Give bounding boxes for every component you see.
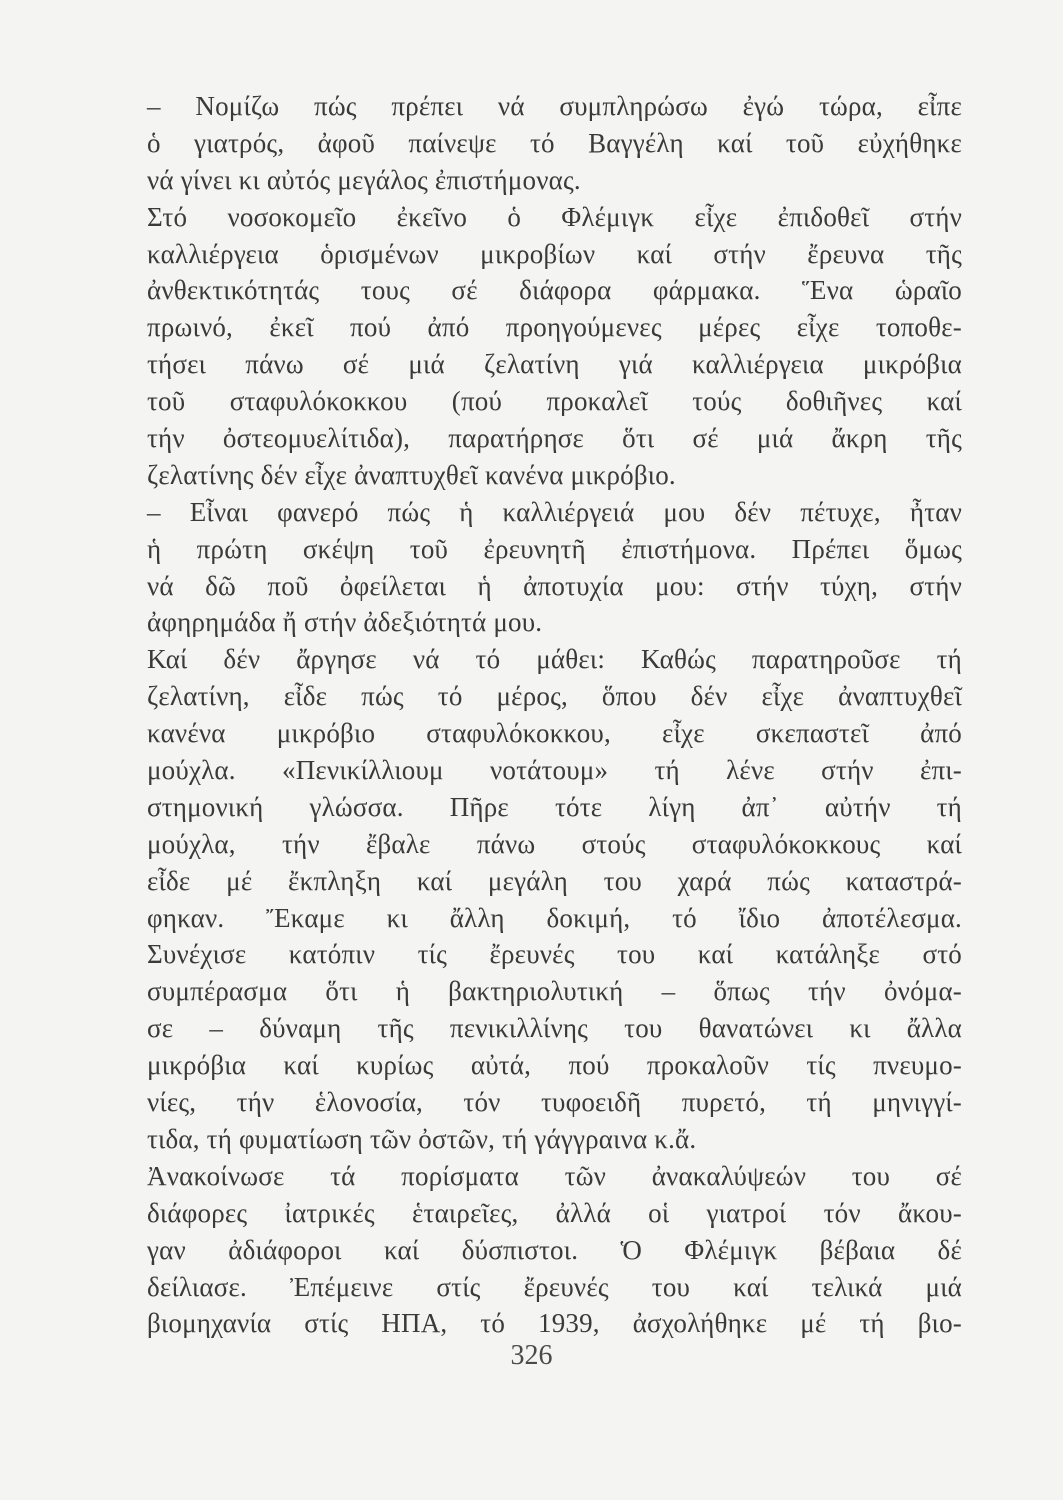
text-line: ἡ πρώτη σκέψη τοῦ ἐρευνητῆ ἐπιστήμονα. Πρέπει ὅμως [147,533,962,564]
text-line: τήν ὀστεομυελίτιδα), παρατήρησε ὅτι σέ μιά ἄκρη τῆς [147,423,962,454]
text-line: ἀφηρημάδα ἤ στήν ἀδεξιότητά μου. [147,607,543,638]
text-line: ζελατίνης δέν εἶχε ἀναπτυχθεῖ κανένα μικρόβιο. [147,459,676,490]
text-line: διάφορες ἰατρικές ἑταιρεῖες, ἀλλά οἱ γιατροί τόν ἄκου- [147,1197,962,1228]
text-line: τήσει πάνω σέ μιά ζελατίνη γιά καλλιέργεια μικρόβια [147,349,962,380]
text-line: νά δῶ ποῦ ὀφείλεται ἡ ἀποτυχία μου: στήν τύχη, στήν [147,570,962,601]
text-line: νίες, τήν ἑλονοσία, τόν τυφοειδῆ πυρετό, τή μηνιγγί- [147,1087,962,1118]
text-line: γαν ἀδιάφοροι καί δύσπιστοι. Ὁ Φλέμιγκ βέβαια δέ [147,1234,962,1265]
text-line: εἶδε μέ ἔκπληξη καί μεγάλη του χαρά πώς καταστρά- [147,865,962,896]
body-text [147,88,962,1342]
text-line: μούχλα, τήν ἔβαλε πάνω στούς σταφυλόκοκκους καί [147,828,962,859]
text-line: φηκαν. Ἔκαμε κι ἄλλη δοκιμή, τό ἴδιο ἀποτέλεσμα. [147,902,962,933]
text-line: συμπέρασμα ὅτι ἡ βακτηριολυτική – ὅπως τήν ὀνόμα- [147,976,962,1007]
text-line: Συνέχισε κατόπιν τίς ἔρευνές του καί κατάληξε στό [147,939,962,970]
text-line: Στό νοσοκομεῖο ἐκεῖνο ὁ Φλέμιγκ εἶχε ἐπιδοθεῖ στήν [147,201,962,232]
text-line: τιδα, τή φυματίωση τῶν ὀστῶν, τή γάγγραινα κ.ἄ. [147,1123,697,1154]
text-line: κανένα μικρόβιο σταφυλόκοκκου, εἶχε σκεπαστεῖ ἀπό [147,718,962,749]
text-line: μούχλα. «Πενικίλλιουμ νοτάτουμ» τή λένε στήν ἐπι- [147,755,962,786]
text-line: μικρόβια καί κυρίως αὐτά, πού προκαλοῦν τίς πνευμο- [147,1050,962,1081]
text-line: Ἀνακοίνωσε τά πορίσματα τῶν ἀνακαλύψεών του σέ [147,1160,962,1191]
text-line: ἀνθεκτικότητάς τους σέ διάφορα φάρμακα. Ἕνα ὡραῖο [147,275,962,306]
text-line: καλλιέργεια ὁρισμένων μικροβίων καί στήν ἔρευνα τῆς [147,238,962,269]
text-line: στημονική γλώσσα. Πῆρε τότε λίγη ἀπ᾿ αὐτήν τή [147,791,962,822]
text-line: ζελατίνη, εἶδε πώς τό μέρος, ὅπου δέν εἶχε ἀναπτυχθεῖ [147,681,962,712]
text-line: ὁ γιατρός, ἀφοῦ παίνεψε τό Βαγγέλη καί τοῦ εὐχήθηκε [147,127,962,158]
text-line: Καί δέν ἄργησε νά τό μάθει: Καθώς παρατηροῦσε τή [147,644,962,675]
text-line: νά γίνει κι αὐτός μεγάλος ἐπιστήμονας. [147,164,581,195]
text-line: – Νομίζω πώς πρέπει νά συμπληρώσω ἐγώ τώρα, εἶπε [147,91,962,121]
page-number: 326 [510,1340,553,1371]
text-line: σε – δύναμη τῆς πενικιλλίνης του θανατώνει κι ἄλλα [147,1013,962,1044]
text-line: πρωινό, ἐκεῖ πού ἀπό προηγούμενες μέρες εἶχε τοποθε- [147,312,962,343]
text-line: δείλιασε. Ἐπέμεινε στίς ἔρευνές του καί τελικά μιά [147,1271,962,1302]
text-line: – Εἶναι φανερό πώς ἡ καλλιέργειά μου δέν πέτυχε, ἦταν [147,496,962,527]
text-line: τοῦ σταφυλόκοκκου (πού προκαλεῖ τούς δοθιῆνες καί [147,386,962,417]
text-line: βιομηχανία στίς ΗΠΑ, τό 1939, ἀσχολήθηκε μέ τή βιο- [147,1308,962,1339]
